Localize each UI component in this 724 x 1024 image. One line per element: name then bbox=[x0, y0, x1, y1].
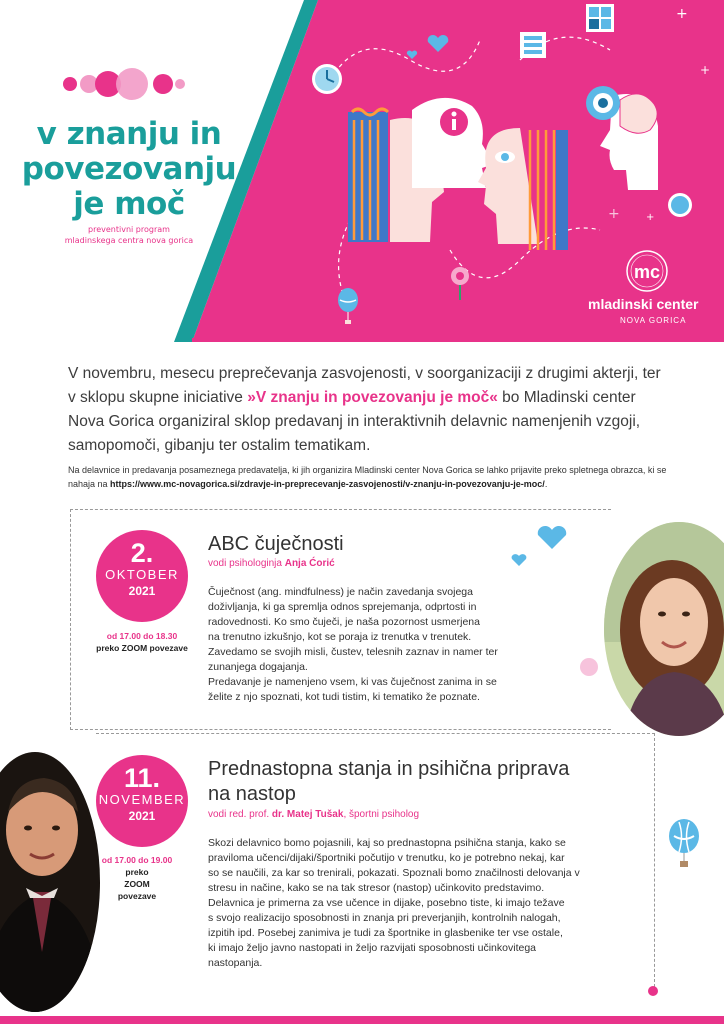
chat-bubble-icon bbox=[668, 193, 692, 217]
svg-text:+: + bbox=[608, 206, 620, 222]
dot-decoration bbox=[578, 656, 600, 678]
description-line: s svojo realizacijo sposobnosti in znanja pri preverjanjih, kontrolnih nalogah, bbox=[208, 912, 561, 924]
event-month: OKTOBER bbox=[105, 567, 179, 582]
description-line: radovednosti. Ko smo čuječi, je naša pozornost usmerjena bbox=[208, 616, 480, 628]
event-year: 2021 bbox=[128, 809, 156, 823]
hero-title-line: v znanju in bbox=[36, 116, 222, 152]
event-description bbox=[208, 585, 548, 705]
hero-title-line: je moč bbox=[73, 186, 185, 222]
lead-prefix: vodi psihologinja bbox=[208, 558, 285, 569]
description-line: Zavedamo se svojih misli, čustev, telesnih zaznav in namer ter bbox=[208, 646, 498, 658]
brand-sub: NOVA GORICA bbox=[620, 316, 687, 325]
note-text: . bbox=[544, 479, 548, 489]
description-line: Predavanje je namenjeno vsem, ki vas čuječnost zanima in se bbox=[208, 676, 497, 688]
list-icon bbox=[520, 32, 546, 58]
initiative-name: »V znanju in povezovanju je moč« bbox=[247, 389, 498, 406]
hero-title bbox=[14, 117, 244, 222]
event-place: povezave bbox=[117, 891, 157, 901]
event-place: preko ZOOM povezave bbox=[96, 643, 188, 653]
svg-text:+: + bbox=[646, 212, 655, 223]
event-date-circle bbox=[96, 755, 188, 847]
registration-link[interactable]: https://www.mc-novagorica.si/zdravje-in-preprecevanje-zasvojenosti/v-znanju-in-povezovanju-je-moc/ bbox=[110, 479, 545, 489]
event-time bbox=[78, 630, 206, 654]
event-day: 2. bbox=[130, 538, 154, 568]
speaker-photo-matej bbox=[0, 752, 100, 1012]
description-line: želite z njo spoznati, kot tudi tistim, ki tematiko že poznate. bbox=[208, 691, 480, 703]
event-time-range: od 17.00 do 18.30 bbox=[106, 631, 178, 641]
intro-text: V novembru, mesecu preprečevanja zasvojenosti, v soorganizaciji z drugimi akterji, ter v sklopu skupne iniciative bbox=[68, 365, 661, 406]
event-title-line: Prednastopna stanja in psihična priprava bbox=[208, 758, 570, 780]
description-line: izpitih ipd. Posebej zanimiva je tudi za športnike in glasbenike ter vse ostale, bbox=[208, 927, 563, 939]
description-line: zunanjega dogajanja. bbox=[208, 661, 308, 673]
registration-note bbox=[68, 463, 668, 491]
description-line: nastopanja. bbox=[208, 957, 263, 969]
event-place: ZOOM bbox=[124, 879, 150, 889]
event-time-range: od 17.00 do 19.00 bbox=[101, 855, 173, 865]
hero-subtitle-line: mladinskega centra nova gorica bbox=[64, 236, 194, 245]
bottom-bar bbox=[0, 1016, 724, 1024]
note-text: Na delavnice in predavanja posameznega predavatelja, ki jih organizira Mladinski center Nova Gorica se lahko prijavite preko spletnega obrazca, ki se nahaja na bbox=[68, 465, 667, 489]
intro-paragraph bbox=[68, 362, 663, 458]
dot-decoration bbox=[646, 984, 660, 998]
brand-name: mladinski center bbox=[588, 296, 699, 312]
mc-logo-text: mc bbox=[634, 262, 661, 282]
hero-title-line: povezovanju bbox=[21, 151, 237, 187]
description-line: na trenutno izkušnjo, kot se poraja iz trenutka v trenutek. bbox=[208, 631, 472, 643]
window-icon bbox=[586, 4, 614, 32]
description-line: doživljanja, ki ga spremlja odnos sprejemanja, odprtosti in bbox=[208, 601, 477, 613]
event-title bbox=[208, 757, 628, 807]
hero-subtitle-line: preventivni program bbox=[88, 225, 170, 234]
event-date-circle bbox=[96, 530, 188, 622]
lead-name: dr. Matej Tušak bbox=[271, 809, 344, 820]
description-line: praviloma učenci/dijaki/športniki počutijo v trenutku, ko je potrebno nekaj, kar bbox=[208, 852, 565, 864]
hero-subtitle bbox=[14, 224, 244, 246]
svg-text:+: + bbox=[700, 63, 711, 77]
description-line: Delavnica je primerna za vse učence in dijake, posebno tiste, ki imajo težave bbox=[208, 897, 565, 909]
event-time bbox=[96, 854, 178, 902]
event-year: 2021 bbox=[128, 584, 156, 598]
event-place: preko bbox=[125, 867, 149, 877]
lead-name: Anja Ćorić bbox=[284, 558, 335, 569]
lead-prefix: vodi red. prof. bbox=[208, 809, 272, 820]
description-line: so se naučili, za kar so trenirali, pokazati. Spoznali bomo značilnosti delovanja v bbox=[208, 867, 580, 879]
event-title-line: na nastop bbox=[208, 783, 296, 805]
description-line: ki imajo željo javno nastopati in željo razvijati sposobnosti učinkovitega bbox=[208, 942, 537, 954]
clock-icon bbox=[312, 64, 342, 94]
hero-banner bbox=[0, 0, 724, 342]
event-month: NOVEMBER bbox=[98, 792, 186, 807]
hearts-decoration bbox=[508, 524, 568, 574]
description-line: stresu in načine, kako se na tak stresor (nastop) učinkovito predstavimo. bbox=[208, 882, 545, 894]
svg-text:+: + bbox=[676, 6, 688, 22]
intro-text: bo Mladinski center Nova Gorica organiziral sklop predavanj in interaktivnih delavnic namenjenih vzgoji, samopomoči, gibanju ter ostalim tematikam. bbox=[68, 389, 641, 454]
balloon-icon bbox=[666, 818, 702, 870]
description-line: Čuječnost (ang. mindfulness) je način zavedanja svojega bbox=[208, 586, 473, 598]
event-lead bbox=[208, 558, 335, 569]
event-lead bbox=[208, 809, 419, 820]
event-description bbox=[208, 836, 628, 971]
speaker-photo-anja bbox=[604, 522, 724, 736]
description-line: Skozi delavnico bomo pojasnili, kaj so prednastopna psihična stanja, kako se bbox=[208, 837, 566, 849]
lead-suffix: , športni psiholog bbox=[343, 809, 420, 820]
event-title: ABC čuječnosti bbox=[208, 533, 344, 555]
event-day: 11. bbox=[123, 763, 161, 793]
